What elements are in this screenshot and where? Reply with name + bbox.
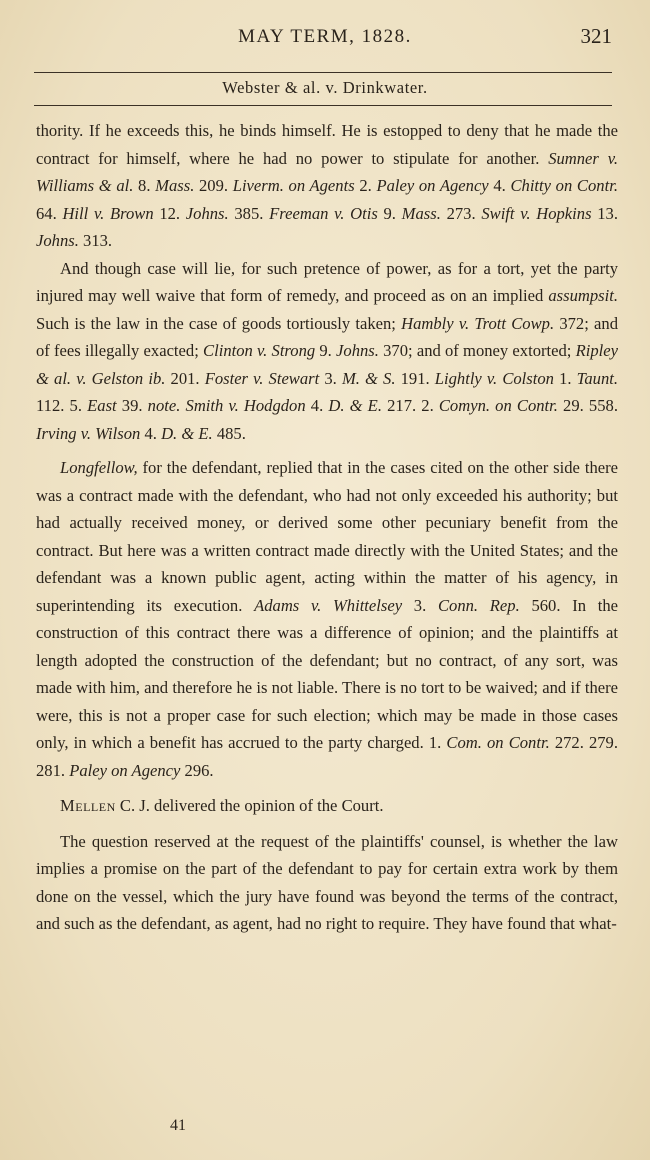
text-run: 209.	[194, 176, 233, 195]
text-run: 385.	[228, 203, 270, 223]
text-run: 2.	[354, 176, 377, 195]
citation-text: Smith v. Hodgdon	[185, 396, 306, 415]
citation-text: Paley on Agency	[69, 760, 181, 780]
paragraph-argument	[36, 255, 618, 448]
text-run: 64.	[36, 203, 63, 223]
text-run: 12.	[153, 203, 186, 223]
text-run: 1.	[553, 368, 577, 388]
text-run: Such is the law in the case of goods tortiously taken;	[36, 313, 402, 333]
text-run: 191.	[395, 368, 435, 388]
citation-text: Foster v. Stewart	[204, 368, 320, 388]
citation-text: East	[87, 396, 117, 415]
text-run: 8.	[133, 176, 156, 195]
citation-text: Taunt.	[576, 368, 619, 388]
citation-text: Com. on Contr.	[446, 733, 550, 752]
text-run: 485.	[212, 423, 246, 443]
judge-name: Mellen	[60, 796, 116, 815]
text-run: 296.	[180, 760, 214, 780]
citation-text: Swift v. Hopkins	[481, 203, 592, 223]
paragraph-continued	[36, 117, 618, 255]
text-run: 3.	[319, 368, 342, 388]
running-title: MAY TERM, 1828.	[238, 26, 412, 47]
header-rule-bottom	[34, 105, 612, 106]
text-run: 370; and of money extorted;	[378, 341, 576, 360]
citation-text: Mass.	[155, 176, 195, 195]
page-number: 321	[580, 24, 612, 48]
text-run: 217. 2.	[381, 396, 439, 415]
citation-text: Liverm. on Agents	[232, 176, 355, 195]
citation-text: Adams v. Whittelsey	[254, 595, 403, 615]
citation-text: Irving v. Wilson	[36, 423, 141, 443]
text-run: 372; and of fees illegally exacted;	[36, 313, 618, 360]
citation-text: Johns.	[185, 203, 229, 223]
text-run: thority. If he exceeds this, he binds himself. He is estopped to deny that he made the contract for himself, where he had no power to stipulate for another.	[36, 121, 618, 168]
citation-text: Chitty on Contr.	[510, 176, 618, 195]
citation-text: Conn. Rep.	[437, 595, 520, 615]
text-run: 4.	[488, 176, 511, 195]
citation-text: Comyn. on Contr.	[438, 396, 558, 415]
case-title: Webster & al. v. Drinkwater.	[222, 78, 428, 97]
text-run: 9.	[315, 341, 337, 360]
citation-text: Longfellow,	[60, 458, 138, 477]
text-run: 560. In the construction of this contract there was a difference of opinion; and the plaintiffs at length adopted the construction of the defendant; but no contract, of any sort, was made with him, and therefore he is not liable. There is no tort to be waived; and if there were, this is not a proper case for such election; which may be made in those cases only, in which a benefit has accrued to the party charged. 1.	[36, 595, 618, 752]
paragraph-opinion-intro	[36, 792, 618, 820]
text-run: The question reserved at the request of the plaintiffs' counsel, is whether the law implies a promise on the part of the defendant to pay for certain extra work by them done on the vessel, which the jury have found was beyond the terms of the contract, and such as the defendant, as agent, had no right to require. They have found that what-	[36, 831, 618, 933]
citation-text: D. & E.	[328, 396, 382, 415]
text-run: 201.	[165, 368, 205, 388]
text-run: 29. 558.	[557, 396, 618, 415]
citation-text: assumpsit.	[548, 286, 618, 305]
citation-text: D. & E.	[161, 423, 213, 443]
citation-text: Johns.	[36, 231, 79, 250]
body-text	[36, 117, 618, 938]
citation-text: Hambly v. Trott Cowp.	[401, 313, 555, 333]
text-run: 313.	[78, 231, 113, 250]
text-run: 272. 279. 281.	[36, 733, 619, 780]
citation-text: Ripley & al. v. Gelston ib.	[36, 341, 618, 388]
text-run: 273.	[440, 203, 482, 223]
header-rule-top	[34, 72, 612, 73]
citation-text: Mass.	[401, 203, 441, 223]
text-run: 4.	[305, 396, 329, 415]
text-run: And though case will lie, for such pretence of power, as for a tort, yet the party injured may well waive that form of remedy, and proceed as on an implied	[36, 258, 618, 305]
text-run: 13.	[591, 203, 618, 223]
running-head	[0, 22, 650, 52]
citation-text: Sumner v. Williams & al.	[36, 148, 618, 195]
citation-text: M. & S.	[341, 368, 396, 388]
text-run: 9.	[377, 203, 402, 223]
text-run: C. J. delivered the opinion of the Court.	[115, 796, 384, 815]
signature-mark: 41	[170, 1117, 186, 1134]
citation-text: Paley on Agency	[376, 176, 489, 195]
text-run: for the defendant, replied that in the cases cited on the other side there was a contract made with the defendant, who had not only exceeded his authority; but had actually received money, or derived some other pecuniary benefit from the contract. But here was a written contract made directly with the United States; and the defendant was a known public agent, acting within the matter of his agency, in superintending its execution.	[36, 458, 618, 615]
text-run: 3.	[402, 595, 438, 615]
citation-text: note.	[147, 396, 181, 415]
text-run: 4.	[140, 423, 162, 443]
citation-text: Clinton v. Strong	[203, 341, 316, 360]
citation-text: Lightly v. Colston	[434, 368, 554, 388]
text-run: 112. 5.	[36, 396, 88, 415]
paragraph-opinion	[36, 828, 618, 938]
citation-text: Freeman v. Otis	[269, 203, 378, 223]
text-run: 39.	[116, 396, 148, 415]
paragraph-defendant-reply	[36, 454, 618, 784]
citation-text: Hill v. Brown	[62, 203, 154, 223]
citation-text: Johns.	[336, 341, 379, 360]
